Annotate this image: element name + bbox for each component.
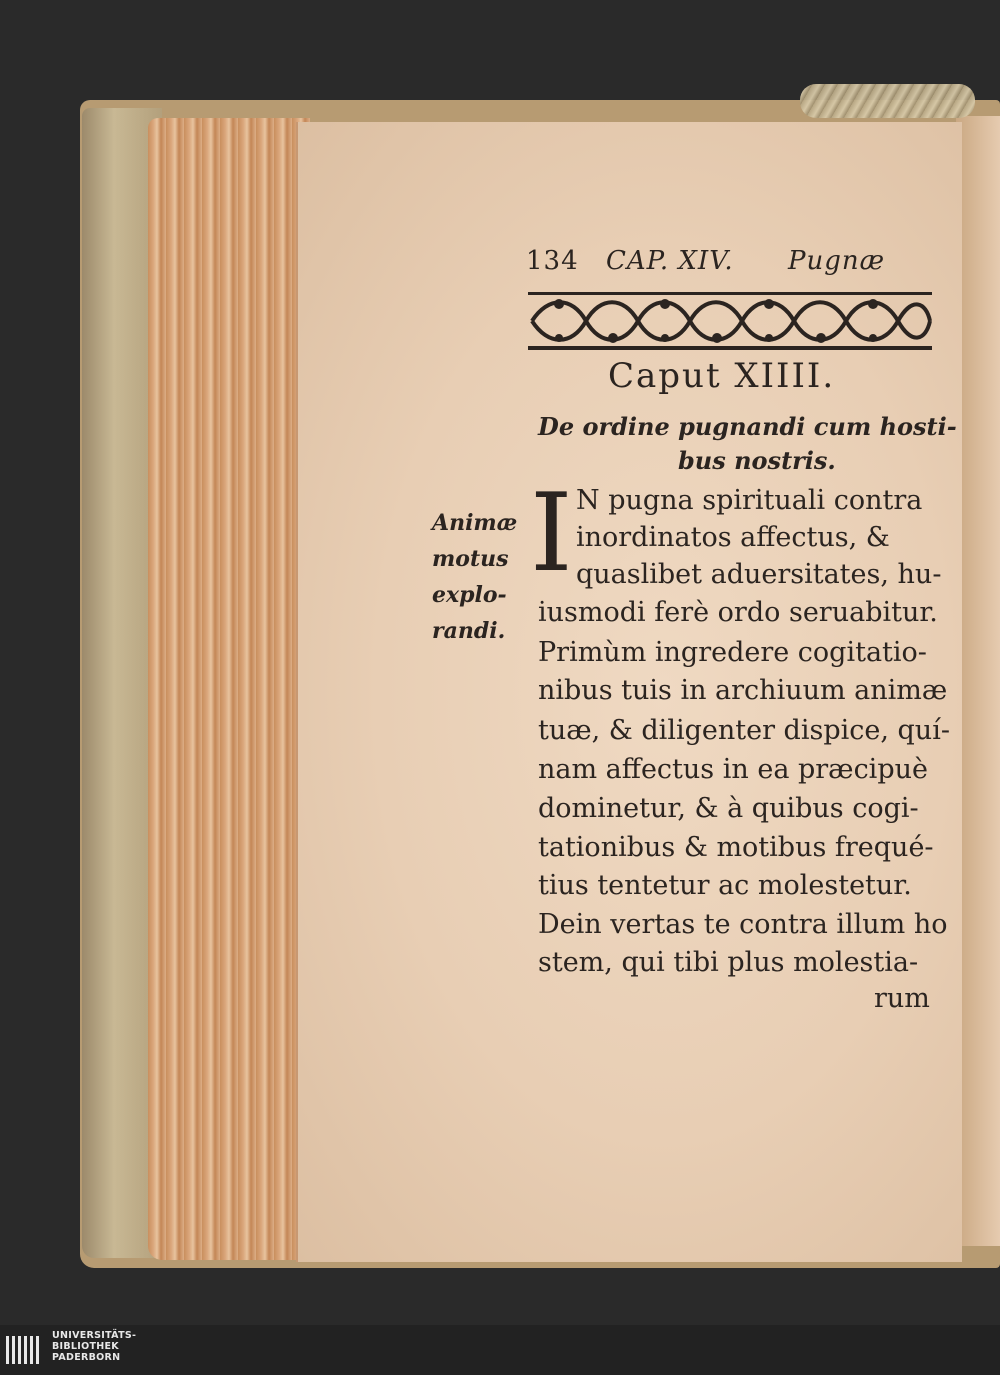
body-text-line: inordinatos affectus, & <box>576 522 890 553</box>
body-text-line: dominetur, & à quibus cogi- <box>538 793 919 824</box>
drop-cap: I <box>530 471 573 596</box>
margin-note-line: randi. <box>432 618 506 644</box>
page-edges <box>148 118 310 1260</box>
body-text-line: Primùm ingredere cogitatio- <box>538 637 927 668</box>
body-text-line: tationibus & motibus frequé- <box>538 832 934 863</box>
library-name-line: PADERBORN <box>52 1352 121 1363</box>
chapter-reference: CAP. XIV. <box>606 246 734 276</box>
margin-note-line: Animæ <box>432 510 518 536</box>
body-text-line: Dein vertas te contra illum ho <box>538 909 948 940</box>
page-number: 134 <box>526 246 579 276</box>
library-name-line: BIBLIOTHEK <box>52 1341 119 1352</box>
margin-note-line: explo- <box>432 582 507 608</box>
library-logo-icon <box>6 1332 42 1368</box>
body-text-line: tius tentetur ac molestetur. <box>538 870 912 901</box>
chapter-title: Caput XIIII. <box>608 356 836 396</box>
body-text-line: iusmodi ferè ordo seruabitur. <box>538 597 938 628</box>
body-text-line: quaslibet aduersitates, hu- <box>576 559 942 590</box>
facing-page-edge <box>956 116 1000 1246</box>
chapter-subtitle-line-2: bus nostris. <box>678 446 836 475</box>
body-text-line: nam affectus in ea præcipuè <box>538 754 928 785</box>
body-text-line: tuæ, & diligenter dispice, quí- <box>538 715 950 746</box>
running-header <box>526 246 936 288</box>
body-text-line: N pugna spirituali contra <box>576 485 923 516</box>
decorative-border-ornament <box>528 290 932 352</box>
running-head-word: Pugnæ <box>788 246 886 276</box>
library-name <box>52 1330 136 1363</box>
binding-cord <box>800 84 975 118</box>
library-name-line: UNIVERSITÄTS- <box>52 1330 137 1341</box>
body-text-line: nibus tuis in archiuum animæ <box>538 675 948 706</box>
body-text-line: stem, qui tibi plus molestia- <box>538 947 919 978</box>
margin-note-line: motus <box>432 546 509 572</box>
library-footer <box>0 1325 1000 1375</box>
catchword: rum <box>874 983 930 1014</box>
chapter-subtitle-line-1: De ordine pugnandi cum hosti- <box>538 412 957 441</box>
